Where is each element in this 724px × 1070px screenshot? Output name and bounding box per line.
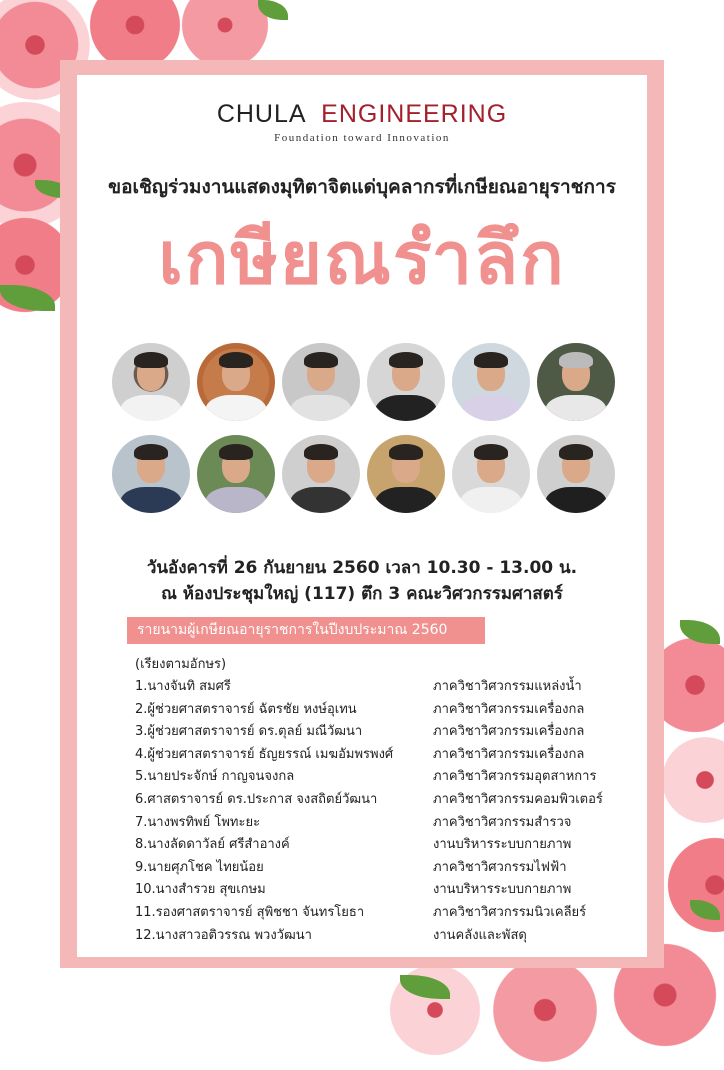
list-item — [135, 699, 645, 722]
logo-engineering: ENGINEERING — [321, 100, 508, 128]
retiree-dept: ภาควิชาวิศวกรรมเครื่องกล — [433, 701, 585, 717]
retiree-dept: ภาควิชาวิศวกรรมเครื่องกล — [433, 724, 585, 740]
portrait-photo — [537, 343, 615, 421]
retiree-name: 1.นางจันทิ สมศรี — [135, 679, 231, 694]
event-date: วันอังคารที่ 26 กันยายน 2560 เวลา 10.30 - 13.00 น. — [146, 558, 578, 578]
portrait-photo — [367, 343, 445, 421]
portrait-photo — [197, 435, 275, 513]
retiree-name: 9.นายศุภโชค ไทยน้อย — [135, 859, 264, 875]
retiree-dept: งานบริหารระบบกายภาพ — [433, 837, 572, 853]
list-item — [135, 925, 645, 948]
chula-engineering-logo — [0, 100, 724, 129]
portrait-photo — [452, 343, 530, 421]
invite-text: ขอเชิญร่วมงานแสดงมุทิตาจิตแด่บุคลากรที่เกษียณอายุราชการ — [108, 176, 616, 198]
logo-chula: CHULA — [216, 100, 306, 128]
list-item — [135, 721, 645, 744]
retiree-list — [135, 676, 645, 947]
retiree-dept: ภาควิชาวิศวกรรมนิวเคลียร์ — [433, 904, 587, 920]
retiree-name: 11.รองศาสตราจารย์ สุพิชชา จันทรโยธา — [135, 904, 365, 920]
retiree-name: 3.ผู้ช่วยศาสตราจารย์ ดร.ตุลย์ มณีวัฒนา — [135, 724, 363, 740]
retiree-portraits — [112, 343, 618, 513]
order-note: (เรียงตามอักษร) — [135, 657, 227, 672]
retiree-list-header: รายนามผู้เกษียณอายุราชการในปีงบประมาณ 2560 — [127, 617, 485, 644]
retiree-name: 4.ผู้ช่วยศาสตราจารย์ ธัญยรรณ์ เมฆอัมพรพงศ์ — [135, 746, 394, 762]
retiree-dept: ภาควิชาวิศวกรรมเครื่องกล — [433, 746, 585, 762]
retiree-dept: งานคลังและพัสดุ — [433, 927, 527, 943]
retiree-name: 7.นางพรทิพย์ โพทะยะ — [135, 814, 261, 830]
list-item — [135, 766, 645, 789]
event-place: ณ ห้องประชุมใหญ่ (117) ตึก 3 คณะวิศวกรรมศาสตร์ — [161, 584, 563, 604]
list-item — [135, 744, 645, 767]
list-item — [135, 902, 645, 925]
list-item — [135, 676, 645, 699]
portrait-photo — [112, 343, 190, 421]
list-item — [135, 789, 645, 812]
portrait-photo — [197, 343, 275, 421]
list-item — [135, 812, 645, 835]
portrait-photo — [112, 435, 190, 513]
list-item — [135, 857, 645, 880]
retiree-name: 10.นางสำรวย สุขเกษม — [135, 882, 266, 898]
retiree-dept: ภาควิชาวิศวกรรมคอมพิวเตอร์ — [433, 791, 603, 807]
portrait-photo — [367, 435, 445, 513]
list-item — [135, 879, 645, 902]
retiree-name: 8.นางลัดดาวัลย์ ศรีสำอางค์ — [135, 837, 290, 853]
list-item — [135, 834, 645, 857]
retiree-dept: งานบริหารระบบกายภาพ — [433, 882, 572, 898]
portrait-photo — [452, 435, 530, 513]
portrait-photo — [282, 343, 360, 421]
main-title: เกษียณรำลึก — [158, 216, 566, 300]
retiree-name: 12.นางสาวอติวรรณ พวงวัฒนา — [135, 927, 312, 943]
retiree-dept: ภาควิชาวิศวกรรมแหล่งน้ำ — [433, 679, 582, 694]
retiree-dept: ภาควิชาวิศวกรรมไฟฟ้า — [433, 859, 567, 875]
retiree-name: 2.ผู้ช่วยศาสตราจารย์ ฉัตรชัย หงษ์อุเทน — [135, 701, 357, 717]
portrait-photo — [282, 435, 360, 513]
portrait-photo — [537, 435, 615, 513]
retiree-name: 6.ศาสตราจารย์ ดร.ประกาส จงสถิตย์วัฒนา — [135, 791, 378, 807]
retiree-dept: ภาควิชาวิศวกรรมสำรวจ — [433, 814, 572, 830]
retiree-name: 5.นายประจักษ์ กาญจนจงกล — [135, 769, 295, 785]
logo-tagline: Foundation toward Innovation — [274, 132, 450, 144]
retiree-dept: ภาควิชาวิศวกรรมอุตสาหการ — [433, 769, 597, 785]
